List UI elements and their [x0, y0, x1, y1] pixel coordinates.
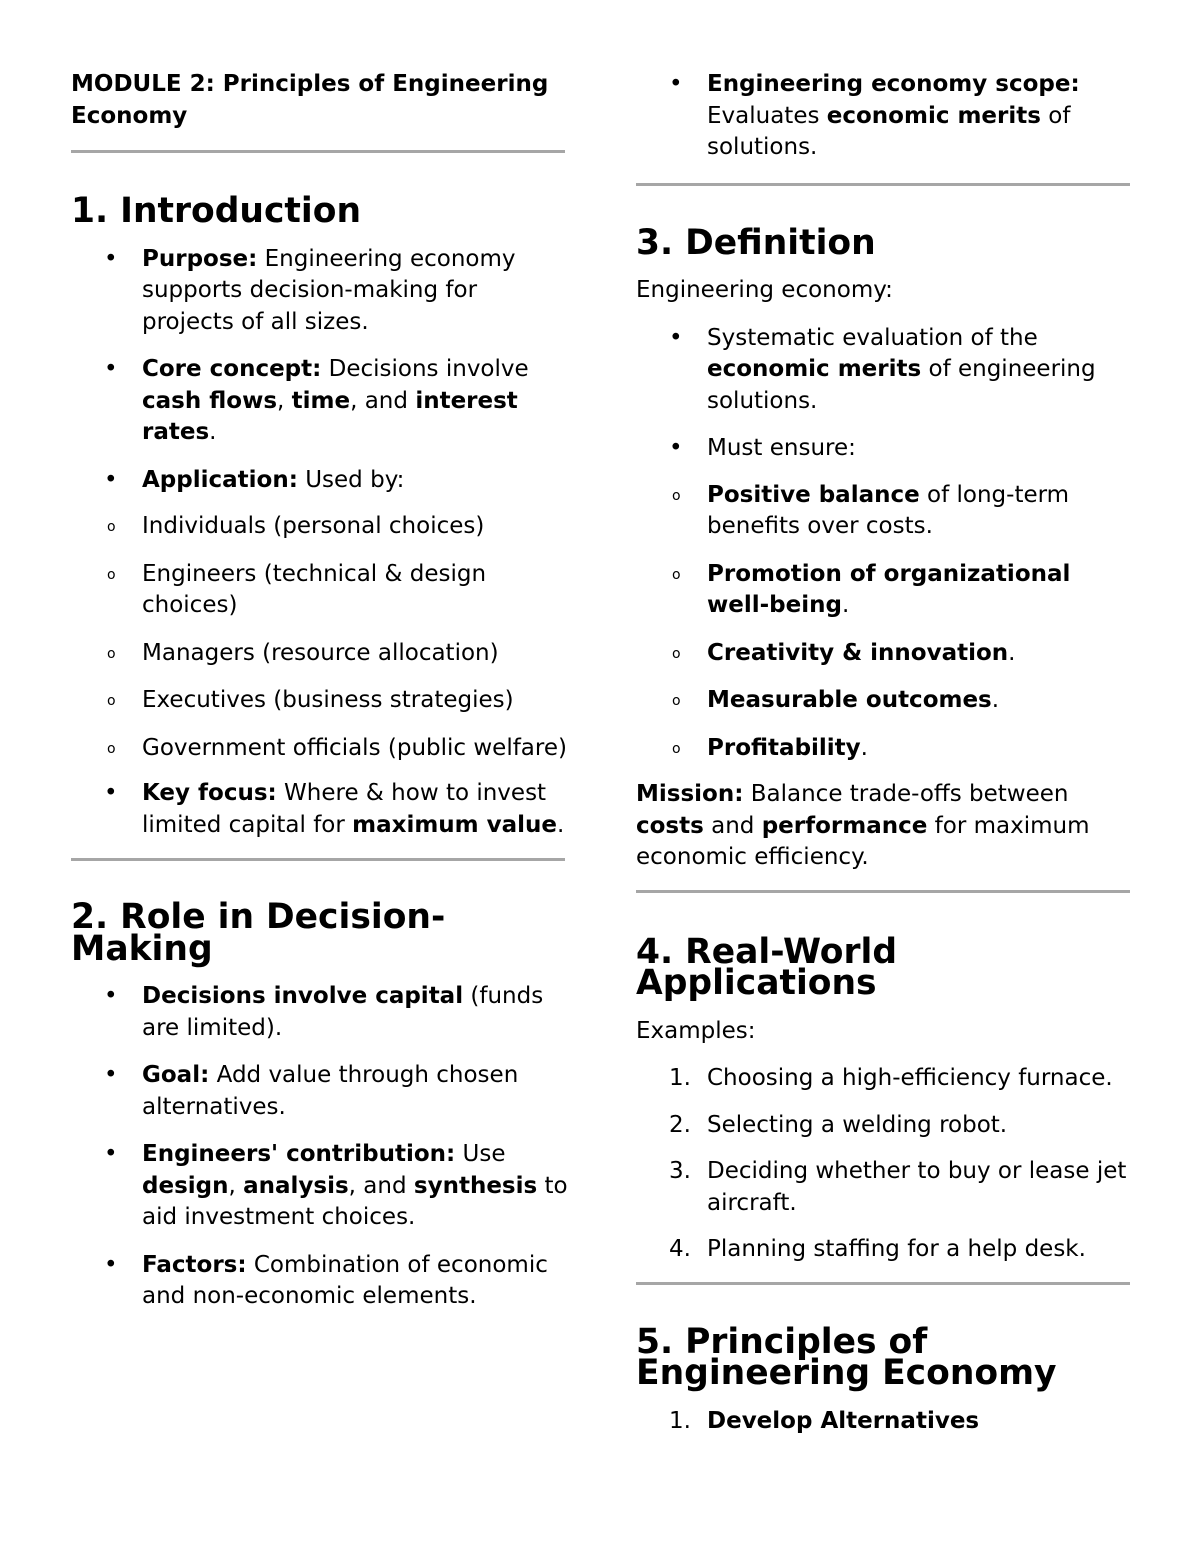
user-type: Engineers (technical & design choices): [142, 560, 487, 618]
sublist-item: [71, 733, 571, 765]
text-must-ensure: Must ensure:: [707, 435, 856, 461]
list-item-key-focus: [71, 778, 571, 841]
section-heading-principles: 5. Principles of Engineering Economy: [636, 1321, 1057, 1393]
text: .: [841, 592, 850, 618]
bullet-icon: •: [104, 780, 118, 806]
example-text: Deciding whether to buy or lease jet aircraft.: [707, 1158, 1127, 1216]
divider: [636, 1282, 1130, 1285]
text: .: [1008, 639, 1016, 666]
label-key-focus: Key focus:: [142, 780, 277, 806]
bullet-icon: •: [104, 1062, 118, 1088]
list-item-must-ensure: [636, 433, 1136, 764]
section-heading-role: 2. Role in Decision-Making: [71, 897, 446, 969]
text-scope-1: Evaluates: [707, 102, 827, 129]
sublist-item: [636, 685, 1136, 717]
text-purpose: Engineering economy supports decision-making for projects of all sizes.: [142, 245, 516, 335]
right-column: [636, 69, 1136, 1437]
list-item: [636, 1406, 1136, 1438]
term-time: time: [291, 387, 351, 414]
label-goal: Goal:: [142, 1062, 210, 1088]
list-item-decisions: [71, 981, 571, 1044]
label-application: Application:: [142, 466, 298, 493]
text: of long-term benefits over costs.: [707, 481, 1070, 539]
list-number: 4.: [669, 1236, 691, 1262]
list-item: [636, 1234, 1136, 1266]
examples-list: [636, 1063, 1136, 1266]
users-sublist: [71, 511, 571, 764]
term-synthesis: synthesis: [413, 1172, 538, 1199]
list-item: [636, 1063, 1136, 1095]
list-number: 1.: [669, 1407, 691, 1434]
sublist-item: [636, 480, 1136, 543]
bullet-icon: •: [669, 71, 683, 97]
text-core-1: Decisions involve: [321, 356, 529, 382]
text-core-4: .: [209, 419, 217, 445]
text-sys-1: Systematic evaluation of the: [707, 324, 1038, 351]
text-goal: Add value through chosen alternatives.: [142, 1062, 519, 1120]
text-eng-3: , and: [348, 1172, 414, 1199]
section-heading-definition: 3. Definition: [636, 222, 876, 263]
sublist-item: [71, 559, 571, 622]
role-list: [71, 981, 571, 1313]
circle-bullet-icon: o: [107, 566, 116, 583]
mission-paragraph: [636, 779, 1136, 874]
term-maximum-value: maximum value: [352, 811, 558, 838]
example-text: Planning staffing for a help desk.: [707, 1236, 1086, 1262]
divider: [636, 183, 1130, 186]
list-item-systematic: [636, 323, 1136, 418]
principles-list: [636, 1406, 1136, 1438]
text-eng-4: to aid investment choices.: [142, 1172, 568, 1230]
list-number: 1.: [669, 1065, 691, 1091]
circle-bullet-icon: o: [672, 645, 681, 662]
text-key-2: .: [557, 811, 565, 838]
term-performance: performance: [761, 812, 928, 839]
section-heading-applications: 4. Real-World Applications: [636, 931, 898, 1003]
label-engineers-contribution: Engineers' contribution:: [142, 1141, 456, 1167]
circle-bullet-icon: o: [672, 693, 681, 709]
term: Profitability: [707, 734, 861, 761]
divider: [71, 150, 565, 153]
list-item-application: [71, 465, 571, 765]
list-item-factors: [71, 1250, 571, 1313]
divider: [71, 858, 565, 861]
label-factors: Factors:: [142, 1251, 247, 1278]
sublist-item: [71, 638, 571, 670]
sublist-item: [636, 733, 1136, 765]
section-heading-introduction: 1. Introduction: [71, 191, 362, 231]
list-item: [636, 1110, 1136, 1142]
definition-intro: Engineering economy:: [636, 277, 893, 303]
bullet-icon: •: [669, 324, 683, 351]
text: .: [991, 687, 1000, 713]
list-item-engineers-contribution: [71, 1139, 571, 1234]
term-design: design: [142, 1172, 229, 1199]
label-purpose: Purpose:: [142, 245, 258, 272]
circle-bullet-icon: o: [672, 566, 681, 583]
label-core-concept: Core concept:: [142, 356, 322, 382]
term-economic-merits: economic merits: [707, 356, 922, 382]
text-core-2: ,: [277, 387, 292, 414]
term: Measurable outcomes: [707, 687, 992, 713]
bullet-icon: •: [104, 466, 118, 493]
text-application: Used by:: [297, 466, 405, 493]
text-mission-1: Balance trade-offs between: [743, 781, 1069, 807]
text-eng-1: Use: [455, 1141, 506, 1167]
scope-list: [636, 69, 1136, 164]
sublist-item: [71, 511, 571, 543]
list-number: 3.: [669, 1158, 691, 1184]
term-economic-merits: economic merits: [826, 102, 1041, 129]
bullet-icon: •: [104, 983, 118, 1009]
term-analysis: analysis: [243, 1172, 349, 1199]
example-text: Selecting a welding robot.: [707, 1111, 1008, 1138]
example-text: Choosing a high-efficiency furnace.: [707, 1065, 1113, 1091]
sublist-item: [636, 559, 1136, 622]
text-sys-2: of engineering solutions.: [707, 356, 1096, 414]
circle-bullet-icon: o: [672, 740, 681, 757]
text-mission-2: and: [703, 812, 762, 839]
circle-bullet-icon: o: [672, 487, 681, 504]
list-item-purpose: [71, 244, 571, 339]
user-type: Executives (business strategies): [142, 687, 514, 713]
term: Positive balance: [707, 481, 920, 508]
circle-bullet-icon: o: [107, 519, 116, 535]
list-item-core-concept: [71, 354, 571, 449]
term-costs: costs: [636, 812, 704, 839]
module-title: MODULE 2: Principles of Engineering Economy: [71, 71, 549, 129]
circle-bullet-icon: o: [107, 740, 116, 757]
sublist-item: [636, 638, 1136, 670]
text-key-1: Where & how to invest limited capital for: [142, 780, 547, 838]
principle-text: Develop Alternatives: [707, 1407, 980, 1434]
list-number: 2.: [669, 1111, 691, 1138]
text-eng-2: ,: [228, 1172, 244, 1199]
bullet-icon: •: [104, 1251, 118, 1278]
bullet-icon: •: [104, 1141, 118, 1167]
user-type: Managers (resource allocation): [142, 639, 499, 666]
text-scope-2: of solutions.: [707, 102, 1071, 160]
term-cash-flows: cash flows: [142, 387, 278, 414]
label-mission: Mission:: [636, 781, 744, 807]
list-item: [636, 1156, 1136, 1219]
introduction-list: [71, 244, 571, 842]
text-factors: Combination of economic and non-economic elements.: [142, 1251, 548, 1309]
user-type: Government officials (public welfare): [142, 734, 567, 761]
text-decisions: (funds are limited).: [142, 983, 544, 1041]
sublist-item: [71, 685, 571, 717]
term: Promotion of organizational well-being: [707, 560, 1071, 618]
text: .: [860, 734, 868, 761]
text-mission-3: for maximum economic efficiency.: [636, 812, 1090, 870]
term: Creativity & innovation: [707, 639, 1009, 666]
list-item-scope: [636, 69, 1136, 164]
label-decisions: Decisions involve capital: [142, 983, 464, 1009]
definition-list: [636, 323, 1136, 765]
term-interest-rates: interest rates: [142, 387, 518, 445]
circle-bullet-icon: o: [107, 693, 116, 709]
examples-intro: Examples:: [636, 1017, 756, 1044]
ensure-sublist: [636, 480, 1136, 765]
text-core-3: , and: [350, 387, 416, 414]
bullet-icon: •: [669, 435, 683, 461]
list-item-goal: [71, 1060, 571, 1123]
left-column: [71, 69, 571, 1313]
user-type: Individuals (personal choices): [142, 513, 485, 539]
bullet-icon: •: [104, 356, 118, 382]
label-scope: Engineering economy scope:: [707, 71, 1080, 97]
divider: [636, 890, 1130, 893]
bullet-icon: •: [104, 245, 118, 272]
circle-bullet-icon: o: [107, 645, 116, 662]
